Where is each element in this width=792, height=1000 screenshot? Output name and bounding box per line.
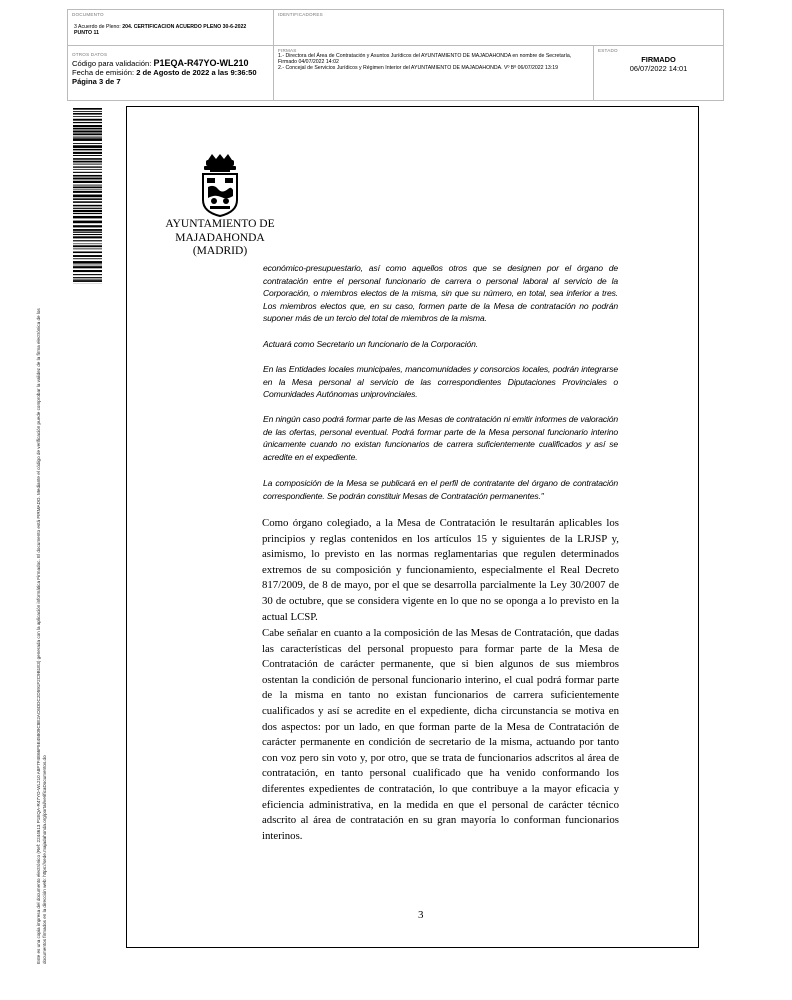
codigo-prefix: Código para validación: bbox=[72, 59, 152, 68]
codigo-value: P1EQA-R47YO-WL210 bbox=[153, 58, 249, 68]
documento-title: 204. CERTIFICACION ACUERDO PLENO 30-6-2022 bbox=[122, 24, 247, 30]
otros-datos-cell bbox=[68, 46, 274, 100]
fecha-value: 2 de Agosto de 2022 a las 9:36:50 bbox=[136, 68, 257, 77]
documento-line1 bbox=[74, 24, 269, 30]
documento-label: DOCUMENTO bbox=[72, 12, 104, 17]
estado-label: ESTADO bbox=[598, 48, 618, 53]
body-paragraph: Como órgano colegiado, a la Mesa de Contratación le resultarán aplicables los principios y reglas contenidos en los artículos 15 y siguientes de la LRJSP y, asimismo, lo previsto en las normas reglamentarias que regulen determinados extremos de su composición y funcionamiento, especialmente el Real Decreto 817/2009, de 8 de mayo, por el que se desarrolla parcialmente la Ley 30/2007 de 30 de octubre, que se considera vigente en lo que no se oponga a lo previsto en la actual LCSP. bbox=[262, 517, 619, 623]
barcode bbox=[73, 108, 102, 284]
fecha-emision bbox=[72, 68, 269, 77]
firmas-label: FIRMAS bbox=[278, 48, 297, 53]
identificadores-label: IDENTIFICADORES bbox=[278, 12, 323, 17]
firmas-cell bbox=[274, 46, 594, 100]
page-number: 3 bbox=[418, 909, 424, 921]
firma-1: 1.- Directora del Área de Contratación y Asuntos Jurídicos del AYUNTAMIENTO DE MAJADAHONDA en nombre de Secretaría, Firmado 04/07/2022 14:02 bbox=[278, 53, 572, 66]
quote-paragraph: Actuará como Secretario un funcionario de la Corporación. bbox=[263, 339, 479, 349]
estado-fecha: 06/07/2022 14:01 bbox=[629, 64, 688, 73]
documento-line2: PUNTO 11 bbox=[74, 30, 99, 37]
documento-cell bbox=[68, 10, 274, 46]
otros-datos-label: OTROS DATOS bbox=[72, 52, 108, 57]
quote-paragraph: La composición de la Mesa se publicará en el perfil de contratante del órgano de contratación correspondiente. Se podrán constituir Mesas de Contratación permanentes." bbox=[263, 478, 618, 501]
fecha-prefix: Fecha de emisión: bbox=[72, 68, 135, 77]
quote-paragraph: En las Entidades locales municipales, mancomunidades y consorcios locales, podrán integrarse en la Mesa personal al servicio de las correspondientes Diputaciones Provinciales o Comunidades Autónomas uniprovinciales. bbox=[263, 364, 618, 400]
verification-side-text: Este es una copia impresa del documento electrónico (Ref: 2244613 P1EQA-R47YO-WL210 A8F7F4E66F5E45809C8E2AC6DDC2D591F2C9B1E3) generada con la aplicación informática Firmadoc. El documento está FIRMADO. Mediante el código de verificación puede comprobar la validez de la firma electrónica de los documentos firmados en la dirección web: https://sede.majadahonda.org/portal/verificaDocumentos.do bbox=[36, 308, 47, 964]
documento-prefix: 3 Acuerdo de Pleno: bbox=[74, 24, 121, 30]
firma-2: 2.- Concejal de Servicios Jurídicos y Régimen Interior del AYUNTAMIENTO DE MAJADAHONDA. Vº Bº 06/07/2022 13:19 bbox=[278, 65, 558, 72]
quote-paragraph: económico-presupuestario, así como aquellos otros que se designen por el órgano de contratación entre el personal funcionario de carrera o personal laboral al servicio de la Corporación, o miembros electos de la misma, sin que su número, en total, sea inferior a tres. Los miembros electos que, en su caso, formen parte de la Mesa de contratación no podrán suponer más de un tercio del total de miembros de la misma. bbox=[263, 263, 618, 324]
estado-value: FIRMADO bbox=[641, 55, 676, 64]
municipality-line2: MAJADAHONDA bbox=[175, 231, 265, 244]
identificadores-cell bbox=[274, 10, 723, 46]
coat-of-arms-icon bbox=[198, 154, 242, 218]
pagina-indicator: Página 3 de 7 bbox=[72, 77, 121, 86]
municipality-line1: AYUNTAMIENTO DE bbox=[165, 218, 275, 230]
signature-header bbox=[67, 9, 724, 101]
municipality-line3: (MADRID) bbox=[192, 245, 248, 257]
body-paragraph: Cabe señalar en cuanto a la composición de las Mesas de Contratación, que dadas las características del personal propuesto para formar parte de la Mesa de Contratación de carácter permanente, que si bien algunos de sus miembros ostentan la condición de personal funcionario interino, el cual podrá formar parte de la misma en tanto no existan funcionarios de carrera suficientemente cualificados y así se acredite en el expediente, dicha circunstancia se motiva en dos aspectos: por un lado, en que forman parte de la Mesa de Contratación de carácter permanente en condición de secretario de la misma, actuando por tanto con voz pero sin voto y, por otro, que se trata de funcionarios adscritos al área de contratación, en tanto personal cualificado que ha venido conformando los diferentes expedientes de contratación, lo que contribuye a la mayor eficacia y eficiencia administrativa, en la medida en que el personal de carácter técnico adscrito al área de contratación en su gran mayoría lo conforman funcionarios interinos. bbox=[262, 627, 619, 842]
municipality-name bbox=[150, 218, 290, 259]
codigo-validacion bbox=[72, 59, 269, 68]
quote-paragraph: En ningún caso podrá formar parte de las Mesas de contratación ni emitir informes de valoración de las ofertas, personal eventual. Podrá formar parte de la Mesa personal funcionario interino únicamente cuando no existan funcionarios de carrera suficientemente cualificados y así se acredite en el expediente. bbox=[263, 414, 618, 462]
estado-cell bbox=[594, 46, 723, 100]
